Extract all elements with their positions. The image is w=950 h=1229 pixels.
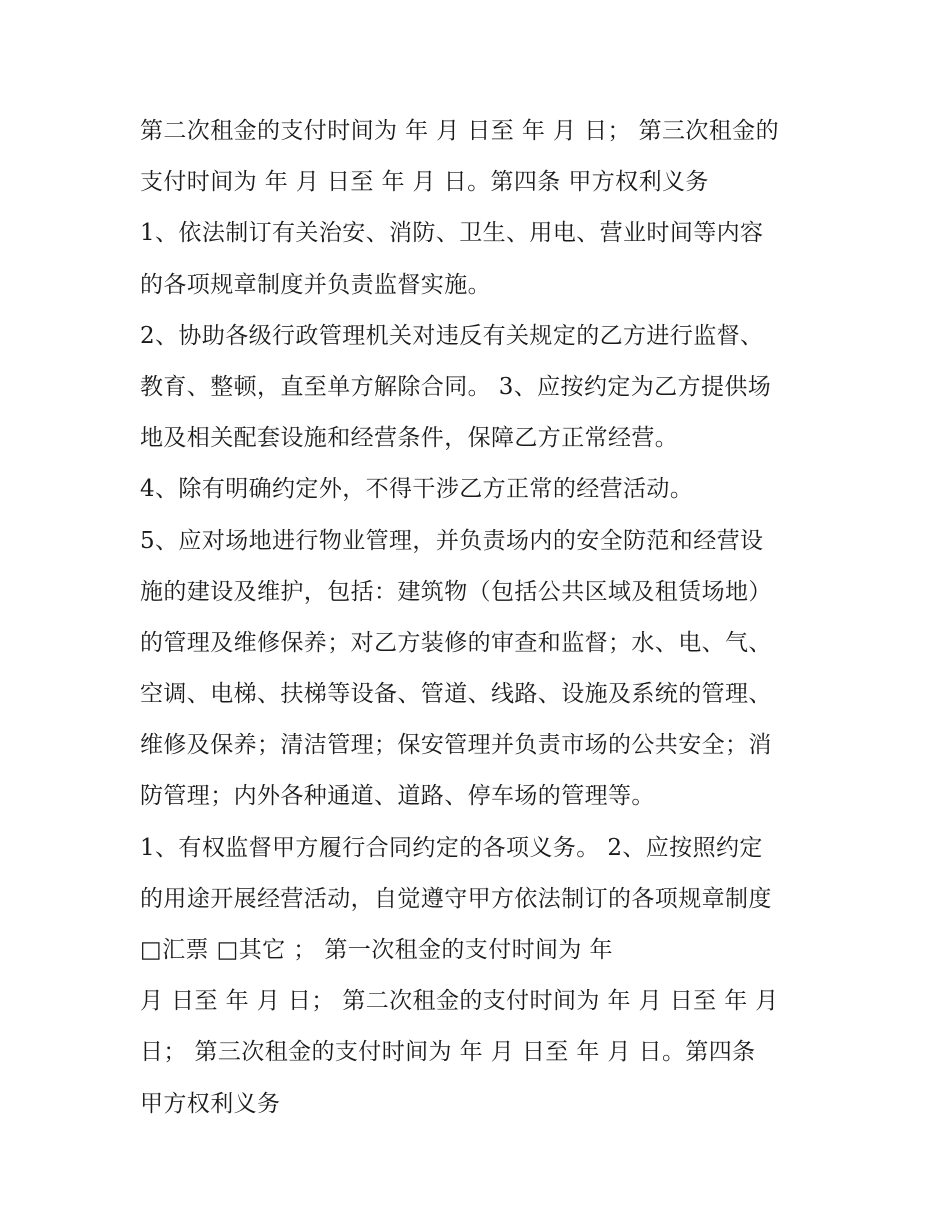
- text-line-8: 4、除有明确约定外，不得干涉乙方正常的经营活动。: [140, 476, 694, 503]
- text-line-20: 甲方权利义务: [140, 1090, 281, 1117]
- text-line-12: 空调、电梯、扶梯等设备、管道、线路、设施及系统的管理、: [140, 681, 772, 708]
- document-body: [140, 106, 820, 1130]
- text-line-2: 支付时间为 年 月 日至 年 月 日。第四条 甲方权利义务: [140, 169, 709, 196]
- text-line-9: 5、应对场地进行物业管理，并负责场内的安全防范和经营设: [140, 527, 764, 554]
- text-line-16: 的用途开展经营活动，自觉遵守甲方依法制订的各项规章制度: [140, 885, 772, 912]
- text-line-6: 教育、整顿，直至单方解除合同。 3、应按约定为乙方提供场: [140, 373, 772, 400]
- text-line-19: 日； 第三次租金的支付时间为 年 月 日至 年 月 日。第四条: [140, 1039, 756, 1066]
- text-line-18: 月 日至 年 月 日； 第二次租金的支付时间为 年 月 日至 年 月: [140, 988, 779, 1015]
- text-line-3: 1、依法制订有关治安、消防、卫生、用电、营业时间等内容: [140, 220, 764, 247]
- text-line-17: □汇票 □其它 ； 第一次租金的支付时间为 年: [140, 937, 613, 963]
- text-line-15: 1、有权监督甲方履行合同约定的各项义务。 2、应按照约定: [140, 834, 763, 861]
- text-line-13: 维修及保养；清洁管理；保安管理并负责市场的公共安全；消: [140, 732, 772, 759]
- text-line-11: 的管理及维修保养；对乙方装修的审查和监督；水、电、气、: [140, 629, 772, 656]
- text-line-10: 施的建设及维护，包括：建筑物（包括公共区域及租赁场地）: [140, 578, 772, 605]
- text-line-14: 防管理；内外各种通道、道路、停车场的管理等。: [140, 783, 655, 810]
- text-line-5: 2、协助各级行政管理机关对违反有关规定的乙方进行监督、: [140, 322, 764, 349]
- text-line-1: 第二次租金的支付时间为 年 月 日至 年 月 日； 第三次租金的: [140, 118, 779, 144]
- text-line-4: 的各项规章制度并负责监督实施。: [140, 271, 491, 298]
- text-line-7: 地及相关配套设施和经营条件，保障乙方正常经营。: [140, 425, 679, 452]
